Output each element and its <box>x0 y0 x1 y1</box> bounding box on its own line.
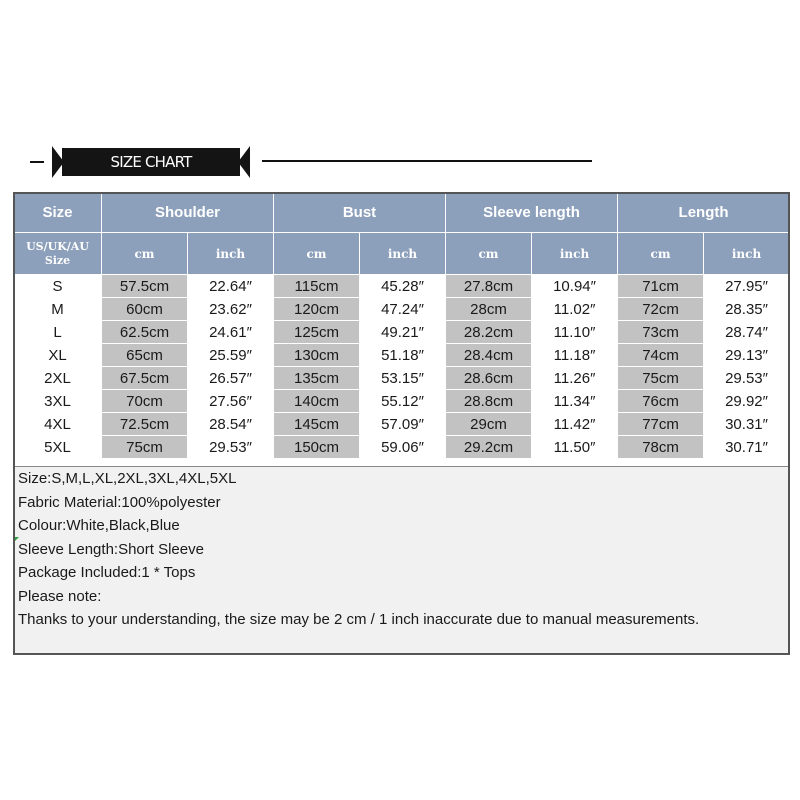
sleeve-inch-cell: 11.02″ <box>532 298 618 321</box>
length-inch-cell: 30.71″ <box>704 436 790 459</box>
note-accuracy: Thanks to your understanding, the size may be 2 cm / 1 inch inaccurate due to manual measurements. <box>18 611 700 628</box>
size-cell: XL <box>14 344 102 367</box>
table-row <box>14 298 790 321</box>
sleeve-inch-cell: 10.94″ <box>532 275 618 298</box>
table-row <box>14 275 790 298</box>
note-fabric: Fabric Material:100%polyester <box>18 493 221 511</box>
sleeve-inch-cell: 11.50″ <box>532 436 618 459</box>
length-cm-cell: 75cm <box>618 367 704 390</box>
table-row <box>14 367 790 390</box>
length-inch-cell: 30.31″ <box>704 413 790 436</box>
bust-inch-cell: 49.21″ <box>360 321 446 344</box>
bust-inch-cell: 55.12″ <box>360 390 446 413</box>
shoulder-inch-cell: 22.64″ <box>188 275 274 298</box>
sleeve-cm-cell: 29cm <box>446 413 532 436</box>
shoulder-inch-cell: 26.57″ <box>188 367 274 390</box>
subheader-shoulder-inch: inch <box>188 233 274 275</box>
sleeve-cm-cell: 28.8cm <box>446 390 532 413</box>
banner-left-dash <box>30 161 44 163</box>
shoulder-cm-cell: 72.5cm <box>102 413 188 436</box>
bust-cm-cell: 120cm <box>274 298 360 321</box>
subheader-bust-inch: inch <box>360 233 446 275</box>
bust-inch-cell: 59.06″ <box>360 436 446 459</box>
sleeve-inch-cell: 11.42″ <box>532 413 618 436</box>
header-sleeve-length: Sleeve length <box>446 193 618 233</box>
shoulder-inch-cell: 27.56″ <box>188 390 274 413</box>
length-inch-cell: 29.92″ <box>704 390 790 413</box>
shoulder-inch-cell: 23.62″ <box>188 298 274 321</box>
subheader-sleeve-cm: cm <box>446 233 532 275</box>
banner-title: SIZE CHART <box>110 153 192 171</box>
header-length: Length <box>618 193 790 233</box>
sleeve-cm-cell: 28.4cm <box>446 344 532 367</box>
bust-inch-cell: 53.15″ <box>360 367 446 390</box>
sleeve-cm-cell: 28cm <box>446 298 532 321</box>
size-chart-banner <box>0 140 800 184</box>
length-cm-cell: 73cm <box>618 321 704 344</box>
bust-cm-cell: 125cm <box>274 321 360 344</box>
note-package: Package Included:1 * Tops <box>18 564 196 581</box>
region-label: US/UK/AU <box>26 239 89 253</box>
bust-inch-cell: 51.18″ <box>360 344 446 367</box>
table-row <box>14 390 790 413</box>
sleeve-inch-cell: 11.10″ <box>532 321 618 344</box>
header-shoulder: Shoulder <box>102 193 274 233</box>
shoulder-cm-cell: 62.5cm <box>102 321 188 344</box>
sleeve-cm-cell: 27.8cm <box>446 275 532 298</box>
subheader-region-size <box>14 233 102 275</box>
sleeve-cm-cell: 28.2cm <box>446 321 532 344</box>
shoulder-cm-cell: 60cm <box>102 298 188 321</box>
length-inch-cell: 28.74″ <box>704 321 790 344</box>
bust-inch-cell: 47.24″ <box>360 298 446 321</box>
shoulder-inch-cell: 25.59″ <box>188 344 274 367</box>
size-cell: 5XL <box>14 436 102 459</box>
length-cm-cell: 74cm <box>618 344 704 367</box>
product-notes <box>15 466 788 654</box>
size-cell: M <box>14 298 102 321</box>
shoulder-cm-cell: 70cm <box>102 390 188 413</box>
length-cm-cell: 76cm <box>618 390 704 413</box>
bust-cm-cell: 140cm <box>274 390 360 413</box>
length-inch-cell: 29.13″ <box>704 344 790 367</box>
green-corner-mark <box>15 537 19 541</box>
bust-cm-cell: 145cm <box>274 413 360 436</box>
table-row <box>14 436 790 459</box>
size-cell: 3XL <box>14 390 102 413</box>
length-cm-cell: 78cm <box>618 436 704 459</box>
subheader-length-cm: cm <box>618 233 704 275</box>
banner-right-line <box>262 160 592 162</box>
note-colour: Colour:White,Black,Blue <box>18 517 180 534</box>
shoulder-cm-cell: 67.5cm <box>102 367 188 390</box>
shoulder-cm-cell: 75cm <box>102 436 188 459</box>
shoulder-cm-cell: 65cm <box>102 344 188 367</box>
length-inch-cell: 29.53″ <box>704 367 790 390</box>
shoulder-cm-cell: 57.5cm <box>102 275 188 298</box>
length-inch-cell: 27.95″ <box>704 275 790 298</box>
shoulder-inch-cell: 24.61″ <box>188 321 274 344</box>
length-cm-cell: 71cm <box>618 275 704 298</box>
note-sizes: Size:S,M,L,XL,2XL,3XL,4XL,5XL <box>18 470 237 487</box>
region-size-label: Size <box>44 253 71 267</box>
length-cm-cell: 72cm <box>618 298 704 321</box>
header-size: Size <box>14 193 102 233</box>
note-sleeve-length: Sleeve Length:Short Sleeve <box>18 540 204 558</box>
bust-inch-cell: 45.28″ <box>360 275 446 298</box>
table-row <box>14 413 790 436</box>
bust-inch-cell: 57.09″ <box>360 413 446 436</box>
subheader-shoulder-cm: cm <box>102 233 188 275</box>
subheader-bust-cm: cm <box>274 233 360 275</box>
banner-ribbon <box>52 146 250 178</box>
size-cell: S <box>14 275 102 298</box>
shoulder-inch-cell: 29.53″ <box>188 436 274 459</box>
bust-cm-cell: 135cm <box>274 367 360 390</box>
header-row <box>14 193 790 233</box>
sleeve-inch-cell: 11.34″ <box>532 390 618 413</box>
bust-cm-cell: 150cm <box>274 436 360 459</box>
subheader-row <box>14 233 790 275</box>
length-inch-cell: 28.35″ <box>704 298 790 321</box>
subheader-length-inch: inch <box>704 233 790 275</box>
size-table <box>13 192 790 459</box>
sleeve-inch-cell: 11.26″ <box>532 367 618 390</box>
sleeve-inch-cell: 11.18″ <box>532 344 618 367</box>
subheader-sleeve-inch: inch <box>532 233 618 275</box>
table-row <box>14 321 790 344</box>
sleeve-cm-cell: 29.2cm <box>446 436 532 459</box>
sleeve-cm-cell: 28.6cm <box>446 367 532 390</box>
bust-cm-cell: 115cm <box>274 275 360 298</box>
table-row <box>14 344 790 367</box>
size-cell: L <box>14 321 102 344</box>
size-cell: 4XL <box>14 413 102 436</box>
shoulder-inch-cell: 28.54″ <box>188 413 274 436</box>
bust-cm-cell: 130cm <box>274 344 360 367</box>
size-cell: 2XL <box>14 367 102 390</box>
header-bust: Bust <box>274 193 446 233</box>
note-heading: Please note: <box>18 587 102 605</box>
length-cm-cell: 77cm <box>618 413 704 436</box>
